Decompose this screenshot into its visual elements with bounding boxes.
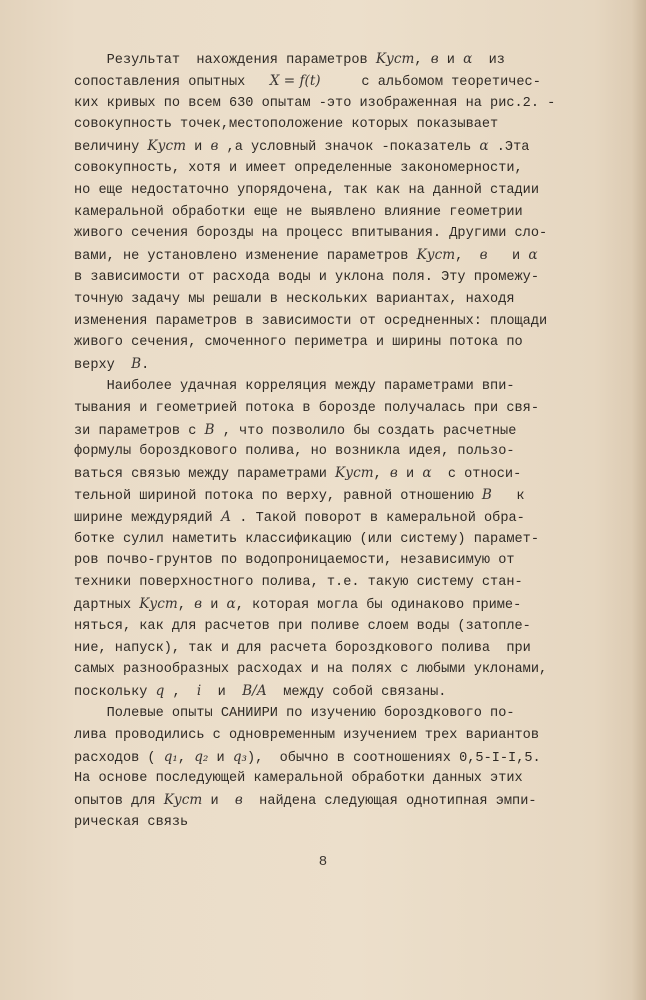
typed-text: вами, не установлено изменение параметров bbox=[74, 249, 417, 265]
typed-text: ние, напуск), так и для расчета бороздкового полива при bbox=[74, 640, 531, 656]
typed-text: и bbox=[202, 597, 227, 613]
text-line bbox=[74, 441, 594, 463]
handwritten-symbol: в bbox=[210, 138, 219, 155]
handwritten-symbol: в bbox=[430, 51, 439, 67]
typed-text: Полевые опыты САНИИРИ по изучению бороздкового по- bbox=[74, 705, 515, 721]
text-line bbox=[74, 420, 594, 442]
handwritten-symbol: q₃ bbox=[232, 748, 248, 765]
text-line bbox=[74, 180, 594, 202]
handwritten-symbol: q₂ bbox=[194, 748, 209, 765]
typed-text: камеральной обработки еще не выявлено влияние геометрии bbox=[74, 204, 523, 220]
typed-text: найдена следующая однотипная эмпи- bbox=[242, 794, 537, 810]
text-line bbox=[74, 703, 594, 725]
text-line bbox=[74, 790, 594, 812]
typed-text: с относи- bbox=[431, 467, 522, 483]
typed-text: между собой связаны. bbox=[266, 685, 447, 701]
typed-text: ких кривых по всем 630 опытам -это изображенная на рис.2. - bbox=[74, 95, 556, 111]
typed-text: .Эта bbox=[488, 140, 530, 156]
handwritten-symbol: А bbox=[220, 508, 232, 525]
text-line bbox=[74, 507, 594, 529]
text-line bbox=[74, 768, 594, 790]
typed-text: рическая связь bbox=[74, 814, 189, 830]
page-number: 8 bbox=[318, 854, 328, 870]
body-text bbox=[74, 49, 594, 834]
typed-text: тельной шириной потока по верху, равной отношению bbox=[74, 488, 482, 504]
typed-text: ,а условный значок -показатель bbox=[218, 140, 480, 156]
typed-text: формулы бороздкового полива, но возникла идея, пользо- bbox=[74, 444, 515, 460]
typed-text: , что позволило бы создать расчетные bbox=[214, 423, 517, 439]
handwritten-symbol: В bbox=[131, 356, 142, 373]
text-line bbox=[74, 376, 594, 398]
text-line bbox=[74, 202, 594, 224]
typed-text: . Такой поворот в камеральной обра- bbox=[231, 510, 525, 526]
typed-text: живого сечения, смоченного периметра и ширины потока по bbox=[74, 335, 523, 351]
text-line bbox=[74, 594, 594, 616]
text-line bbox=[74, 93, 594, 115]
handwritten-symbol: α bbox=[226, 595, 236, 612]
typed-text: няться, как для расчетов при поливе слоем воды (затопле- bbox=[74, 618, 531, 634]
handwritten-symbol: В bbox=[481, 486, 492, 503]
typed-text: зи параметров с bbox=[74, 423, 205, 439]
text-line bbox=[74, 71, 594, 93]
text-line bbox=[74, 529, 594, 551]
text-line bbox=[74, 659, 594, 681]
typed-text: опытов для bbox=[74, 794, 164, 810]
text-line bbox=[74, 812, 594, 834]
handwritten-symbol: В bbox=[204, 421, 215, 438]
typed-text: техники поверхностного полива, т.е. такую систему стан- bbox=[74, 575, 523, 591]
typed-text: Результат нахождения параметров bbox=[74, 53, 376, 68]
handwritten-symbol: q₁ bbox=[163, 748, 178, 765]
typed-text: и bbox=[438, 53, 464, 68]
text-line bbox=[74, 616, 594, 638]
typed-text: и bbox=[201, 685, 243, 701]
typed-text: совокупность, хотя и имеет определенные закономерности, bbox=[74, 160, 523, 176]
handwritten-symbol: α bbox=[528, 247, 538, 264]
typed-text: сопоставления опытных bbox=[74, 74, 270, 90]
typed-text: и bbox=[185, 140, 211, 156]
typed-text: изменения параметров в зависимости от осредненных: площади bbox=[74, 313, 548, 329]
text-line bbox=[74, 136, 594, 158]
typed-text: На основе последующей камеральной обработки данных этих bbox=[74, 771, 523, 787]
handwritten-symbol: Kуст bbox=[163, 792, 203, 809]
handwritten-symbol: В/А bbox=[242, 683, 267, 700]
text-line bbox=[74, 267, 594, 289]
typed-text: ширине междурядий bbox=[74, 510, 221, 526]
text-line bbox=[74, 245, 594, 267]
handwritten-symbol: Kуст bbox=[335, 465, 374, 482]
typed-text: Наиболее удачная корреляция между параметрами впи- bbox=[74, 378, 515, 394]
typed-text: с альбомом теоретичес- bbox=[320, 74, 541, 90]
typed-text: , bbox=[177, 750, 195, 766]
text-line bbox=[74, 49, 594, 71]
typed-text: , которая могла бы одинаково приме- bbox=[235, 597, 522, 613]
typed-text: , bbox=[177, 597, 195, 613]
typed-text: живого сечения борозды на процесс впитывания. Другими сло- bbox=[74, 226, 548, 242]
text-line bbox=[74, 681, 594, 703]
text-line bbox=[74, 747, 594, 769]
typed-text: поскольку bbox=[74, 685, 156, 701]
handwritten-symbol: в bbox=[234, 792, 243, 809]
typed-text: ботке сулил наметить классификацию (или систему) парамет- bbox=[74, 531, 539, 547]
typed-text: и bbox=[202, 794, 235, 810]
typed-text: из bbox=[472, 53, 505, 68]
handwritten-symbol: α bbox=[463, 51, 473, 67]
typed-text: дартных bbox=[74, 597, 140, 613]
text-line bbox=[74, 638, 594, 660]
typed-text: верху bbox=[74, 358, 132, 374]
text-line bbox=[74, 311, 594, 333]
typed-text: . bbox=[141, 358, 150, 374]
text-line bbox=[74, 223, 594, 245]
typed-text: , bbox=[414, 53, 431, 68]
handwritten-symbol: q bbox=[155, 683, 165, 700]
typed-text: совокупность точек,местоположение которых показывает bbox=[74, 117, 499, 133]
handwritten-symbol: X = f(t) bbox=[269, 72, 321, 89]
handwritten-symbol: в bbox=[194, 595, 203, 612]
typed-text: величину bbox=[74, 140, 148, 156]
handwritten-symbol: Kуст bbox=[416, 247, 456, 264]
text-line bbox=[74, 354, 594, 376]
typed-text: точную задачу мы решали в нескольких вариантах, находя bbox=[74, 291, 515, 307]
typed-text: расходов ( bbox=[74, 750, 164, 766]
typed-text: и bbox=[487, 249, 529, 265]
typed-text: ), обычно в соотношениях 0,5-I-I,5. bbox=[247, 750, 541, 766]
text-line bbox=[74, 114, 594, 136]
text-line bbox=[74, 725, 594, 747]
typed-text: , bbox=[164, 685, 197, 701]
text-line bbox=[74, 463, 594, 485]
text-line bbox=[74, 485, 594, 507]
typed-text: но еще недостаточно упорядочена, так как на данной стадии bbox=[74, 182, 539, 198]
typed-text: к bbox=[491, 488, 525, 504]
text-line bbox=[74, 332, 594, 354]
typed-text: , bbox=[373, 467, 390, 483]
text-line bbox=[74, 550, 594, 572]
typed-text: тывания и геометрией потока в борозде получалась при свя- bbox=[74, 400, 539, 416]
handwritten-symbol: α bbox=[479, 138, 489, 155]
handwritten-symbol: i bbox=[196, 683, 202, 700]
text-line bbox=[74, 158, 594, 180]
typed-text: в зависимости от расхода воды и уклона поля. Эту промежу- bbox=[74, 269, 539, 285]
handwritten-symbol: в bbox=[389, 465, 398, 482]
handwritten-symbol: Kуст bbox=[375, 51, 415, 67]
handwritten-symbol: Kуст bbox=[139, 595, 178, 612]
typed-text: , bbox=[455, 249, 480, 265]
typed-text: и bbox=[397, 467, 423, 483]
typed-text: и bbox=[208, 750, 233, 766]
handwritten-symbol: α bbox=[422, 465, 432, 482]
handwritten-symbol: Kуст bbox=[147, 138, 186, 155]
typed-text: ров почво-грунтов по водопроницаемости, независимую от bbox=[74, 553, 515, 569]
handwritten-symbol: в bbox=[479, 247, 488, 264]
typed-text: лива проводились с одновременным изучением трех вариантов bbox=[74, 727, 539, 743]
text-line bbox=[74, 572, 594, 594]
typed-text: ваться связью между параметрами bbox=[74, 467, 336, 483]
text-line bbox=[74, 398, 594, 420]
typed-text: самых разнообразных расходах и на полях с любыми уклонами, bbox=[74, 662, 548, 678]
text-line bbox=[74, 289, 594, 311]
